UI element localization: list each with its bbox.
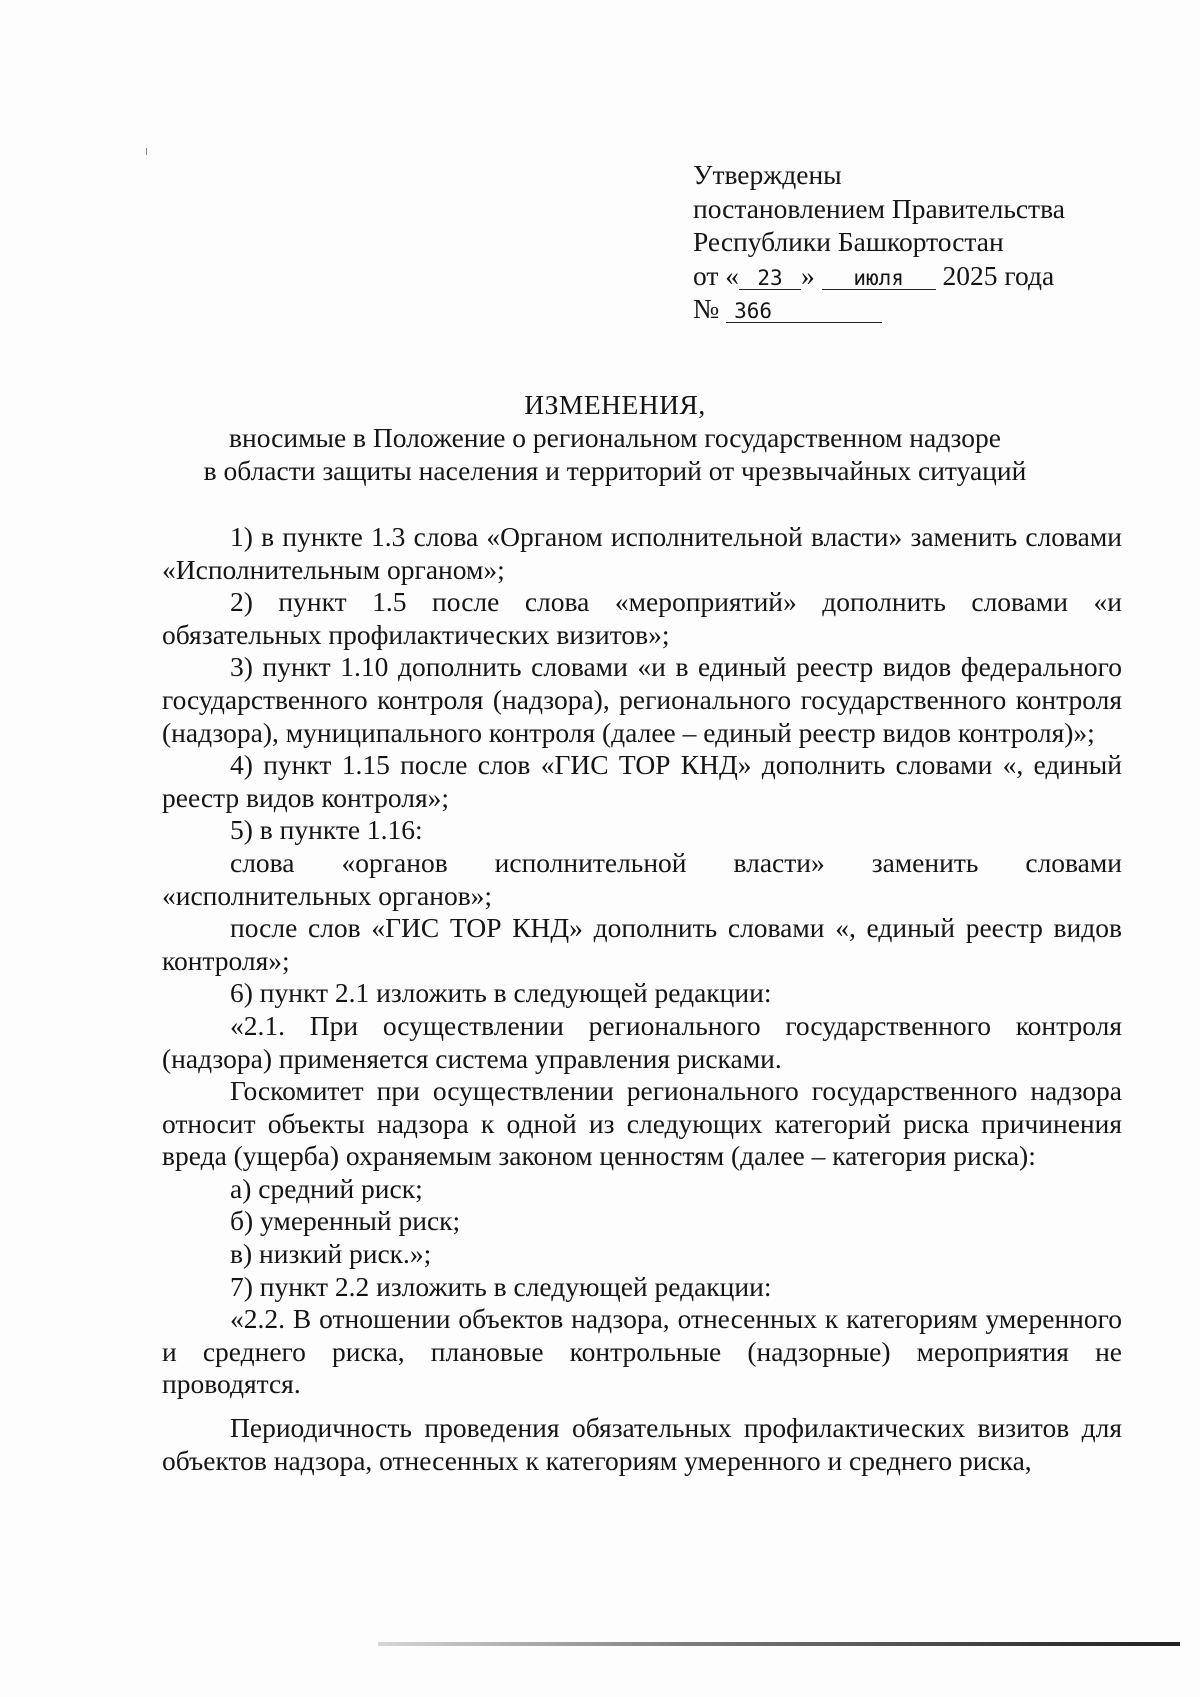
risk-category-medium: а) средний риск; <box>230 1172 423 1204</box>
document-body <box>162 521 1122 1477</box>
paragraph-item-6: 6) пункт 2.1 изложить в следующей редакции: <box>230 977 772 1009</box>
number-prefix: № <box>693 293 720 324</box>
risk-category-low: в) низкий риск.»; <box>230 1238 432 1270</box>
paragraph-item-4: 4) пункт 1.15 после слов «ГИС ТОР КНД» дополнить словами «, единый реестр видов контроля»; <box>162 749 1122 813</box>
paragraph-item-7-quote-2: Периодичность проведения обязательных профилактических визитов для объектов надзора, отнесенных к категориям умеренного и среднего риска, <box>162 1412 1122 1476</box>
number-handwritten: 366 <box>726 300 882 323</box>
date-prefix: от « <box>693 259 740 291</box>
scan-artifact-bottom-line <box>378 1642 1180 1646</box>
paragraph-item-3: 3) пункт 1.10 дополнить словами «и в единый реестр видов федерального государственного контроля (надзора), регионального государственного контроля (надзора), муниципального контроля (далее – единый реестр видов контроля)»; <box>162 651 1122 748</box>
date-year: 2025 года <box>942 259 1055 291</box>
document-subtitle-line-1: вносимые в Положение о региональном государственном надзоре <box>229 422 1001 453</box>
approval-number-line <box>693 292 1133 326</box>
paragraph-item-7: 7) пункт 2.2 изложить в следующей редакции: <box>230 1270 772 1302</box>
document-subtitle-line-2: в области защиты населения и территорий от чрезвычайных ситуаций <box>203 455 1027 486</box>
document-title: ИЗМЕНЕНИЯ, <box>524 389 706 420</box>
approval-date-line <box>693 259 1133 293</box>
paragraph-item-5-sub-2: после слов «ГИС ТОР КНД» дополнить словами «, единый реестр видов контроля»; <box>162 912 1122 976</box>
paragraph-item-6-quote-2: Госкомитет при осуществлении регионального государственного надзора относит объекты надзора к одной из следующих категорий риска причинения вреда (ущерба) охраняемым законом ценностям (далее – категория риска): <box>162 1075 1122 1172</box>
approval-line-resolution: постановлением Правительства <box>693 192 1065 224</box>
risk-category-moderate: б) умеренный риск; <box>230 1205 461 1237</box>
approval-line-republic: Республики Башкортостан <box>693 226 1004 257</box>
paragraph-item-5: 5) в пункте 1.16: <box>230 814 423 846</box>
paragraph-item-7-quote-1: «2.2. В отношении объектов надзора, отнесенных к категориям умеренного и среднего риска, плановые контрольные (надзорные) мероприятия не проводятся. <box>162 1303 1122 1400</box>
date-mid: » <box>801 259 815 291</box>
approval-line-approved: Утверждены <box>693 159 842 190</box>
date-day-handwritten: 23 <box>739 267 801 290</box>
document-title-block <box>150 388 1080 487</box>
paragraph-item-5-sub-1: слова «органов исполнительной власти» заменить словами «исполнительных органов»; <box>162 846 1122 911</box>
approval-block <box>693 158 1133 326</box>
paragraph-item-6-quote-1: «2.1. При осуществлении регионального государственного контроля (надзора) применяется система управления рисками. <box>162 1009 1122 1074</box>
paragraph-item-2: 2) пункт 1.5 после слова «мероприятий» дополнить словами «и обязательных профилактических визитов»; <box>162 586 1122 650</box>
scan-artifact-mark <box>146 148 147 155</box>
paragraph-item-1: 1) в пункте 1.3 слова «Органом исполнительной власти» заменить словами «Исполнительным органом»; <box>162 521 1122 585</box>
date-month-handwritten: июля <box>822 267 936 290</box>
